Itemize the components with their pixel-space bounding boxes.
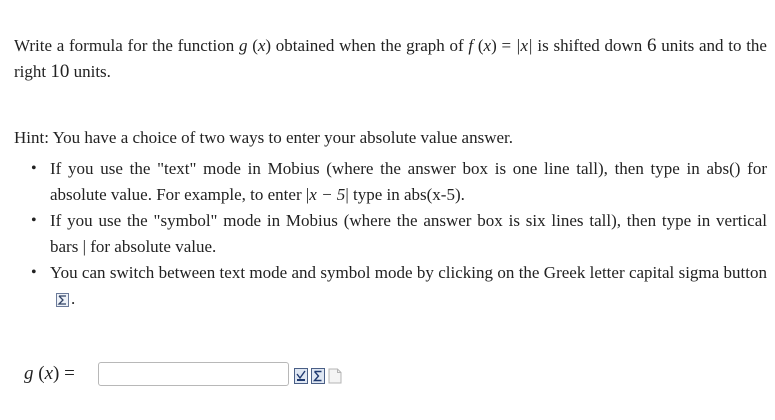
answer-input[interactable]: [98, 362, 289, 386]
hint-item-text-mode: • If you use the "text" mode in Mobius (where the answer box is one line tall), then type in abs() for absolute value. For example, to enter |x − 5| type in abs(x-5).: [14, 156, 767, 208]
sigma-mode-icon[interactable]: [311, 366, 325, 382]
abs-x: |x|: [515, 36, 533, 55]
question-part: obtained when the graph of: [271, 36, 469, 55]
hint-title: Hint: You have a choice of two ways to enter your absolute value answer.: [14, 128, 514, 147]
variable-x: x: [257, 36, 266, 55]
answer-tools: [294, 366, 345, 382]
hint-item-switch-mode: • You can switch between text mode and symbol mode by clicking on the Greek letter capital sigma button.: [14, 260, 767, 312]
sigma-mode-icon[interactable]: [56, 289, 69, 303]
answer-row: [24, 360, 345, 388]
question-part: units and to the right: [14, 36, 767, 81]
shift-right-value: 10: [50, 61, 70, 82]
function-g: g: [238, 36, 248, 55]
equation-editor-icon[interactable]: [294, 366, 308, 382]
question-part: is shifted down: [532, 36, 647, 55]
blank-document-icon[interactable]: [328, 366, 342, 382]
hint-list: [14, 156, 767, 312]
question-part: units.: [69, 62, 111, 81]
question-part: Write a formula for the function: [14, 36, 239, 55]
question-text: Write a formula for the function g (x) obtained when the graph of f (x) = |x| is shifted down 6 units and to the right 10 units.: [14, 35, 767, 82]
shift-down-value: 6: [646, 35, 657, 56]
function-f: f: [468, 36, 474, 55]
answer-label: g (x) =: [24, 363, 75, 384]
hint-item-symbol-mode: • If you use the "symbol" mode in Mobius (where the answer box is six lines tall), then type in vertical bars | for absolute value.: [14, 208, 767, 260]
variable-x: x: [483, 36, 492, 55]
example-math: x − 5: [309, 185, 346, 204]
